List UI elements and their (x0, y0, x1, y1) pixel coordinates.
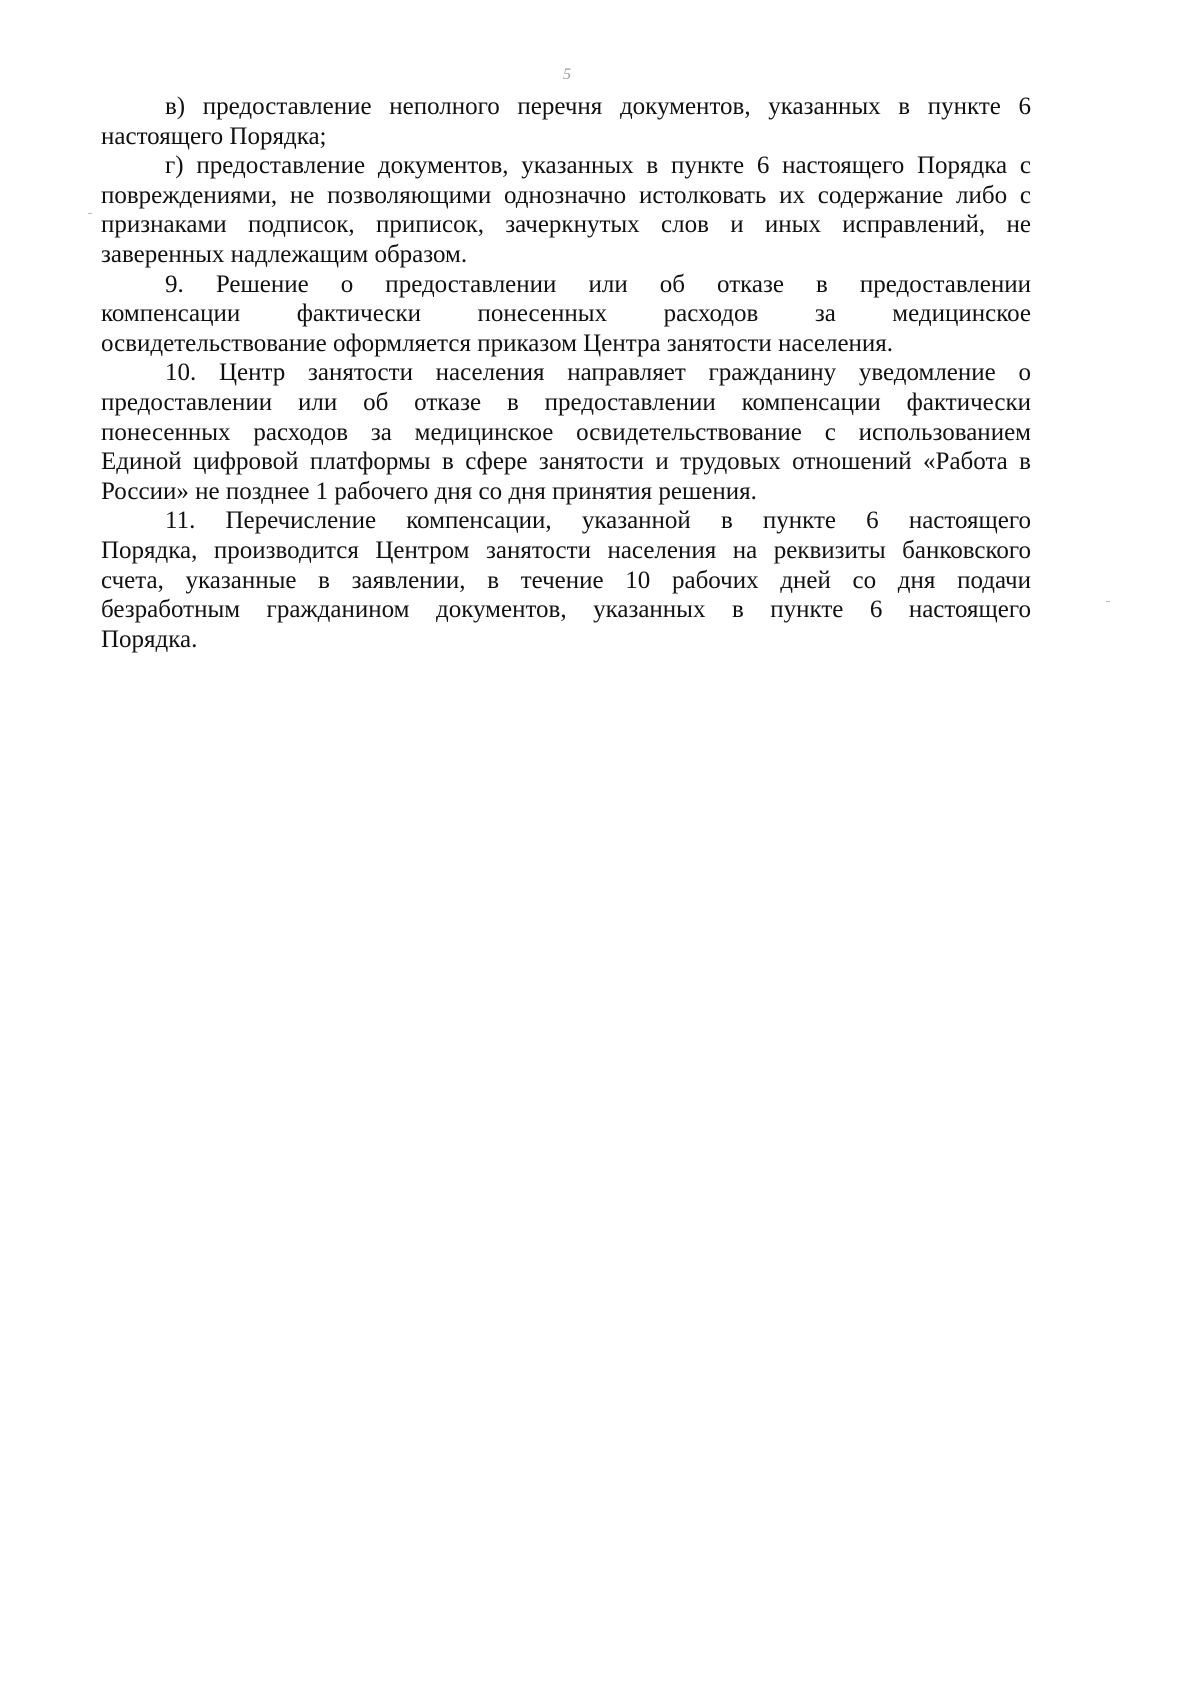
text-line: повреждениями, не позволяющими однозначно истолковать их содержание либо с (101, 181, 1031, 209)
text-line: понесенных расходов за медицинское освидетельствование с использованием (101, 418, 1031, 446)
text-line: заверенных надлежащим образом. (101, 240, 468, 268)
text-line: 9. Решение о предоставлении или об отказе в предоставлении (165, 270, 1031, 298)
paragraph (101, 270, 1031, 359)
text-line: в) предоставление неполного перечня документов, указанных в пункте 6 (165, 93, 1031, 120)
document-body (101, 92, 1031, 654)
paragraph (101, 151, 1031, 269)
text-line: освидетельствование оформляется приказом Центра занятости населения. (101, 329, 894, 357)
text-line: 10. Центр занятости населения направляет гражданину уведомление о (165, 359, 1031, 387)
text-line: настоящего Порядка; (101, 122, 327, 150)
paragraph (101, 506, 1031, 654)
text-line: 11. Перечисление компенсации, указанной в пункте 6 настоящего (165, 507, 1031, 535)
text-line: Порядка, производится Центром занятости населения на реквизиты банковского (101, 536, 1031, 564)
page-number: 5 (563, 66, 571, 83)
text-line: счета, указанные в заявлении, в течение 10 рабочих дней со дня подачи (101, 566, 1031, 594)
scan-mark (1106, 601, 1110, 602)
text-line: России» не позднее 1 рабочего дня со дня принятия решения. (101, 477, 757, 505)
paragraph (101, 358, 1031, 506)
text-line: компенсации фактически понесенных расходов за медицинское (101, 300, 1031, 328)
paragraph (101, 92, 1031, 151)
text-line: г) предоставление документов, указанных в пункте 6 настоящего Порядка с (165, 152, 1031, 180)
text-line: признаками подписок, приписок, зачеркнутых слов и иных исправлений, не (101, 211, 1031, 239)
text-line: Единой цифровой платформы в сфере занятости и трудовых отношений «Работа в (101, 448, 1031, 476)
scan-mark (88, 213, 92, 214)
text-line: предоставлении или об отказе в предоставлении компенсации фактически (101, 388, 1031, 416)
text-line: Порядка. (101, 625, 198, 653)
text-line: безработным гражданином документов, указанных в пункте 6 настоящего (101, 596, 1031, 624)
